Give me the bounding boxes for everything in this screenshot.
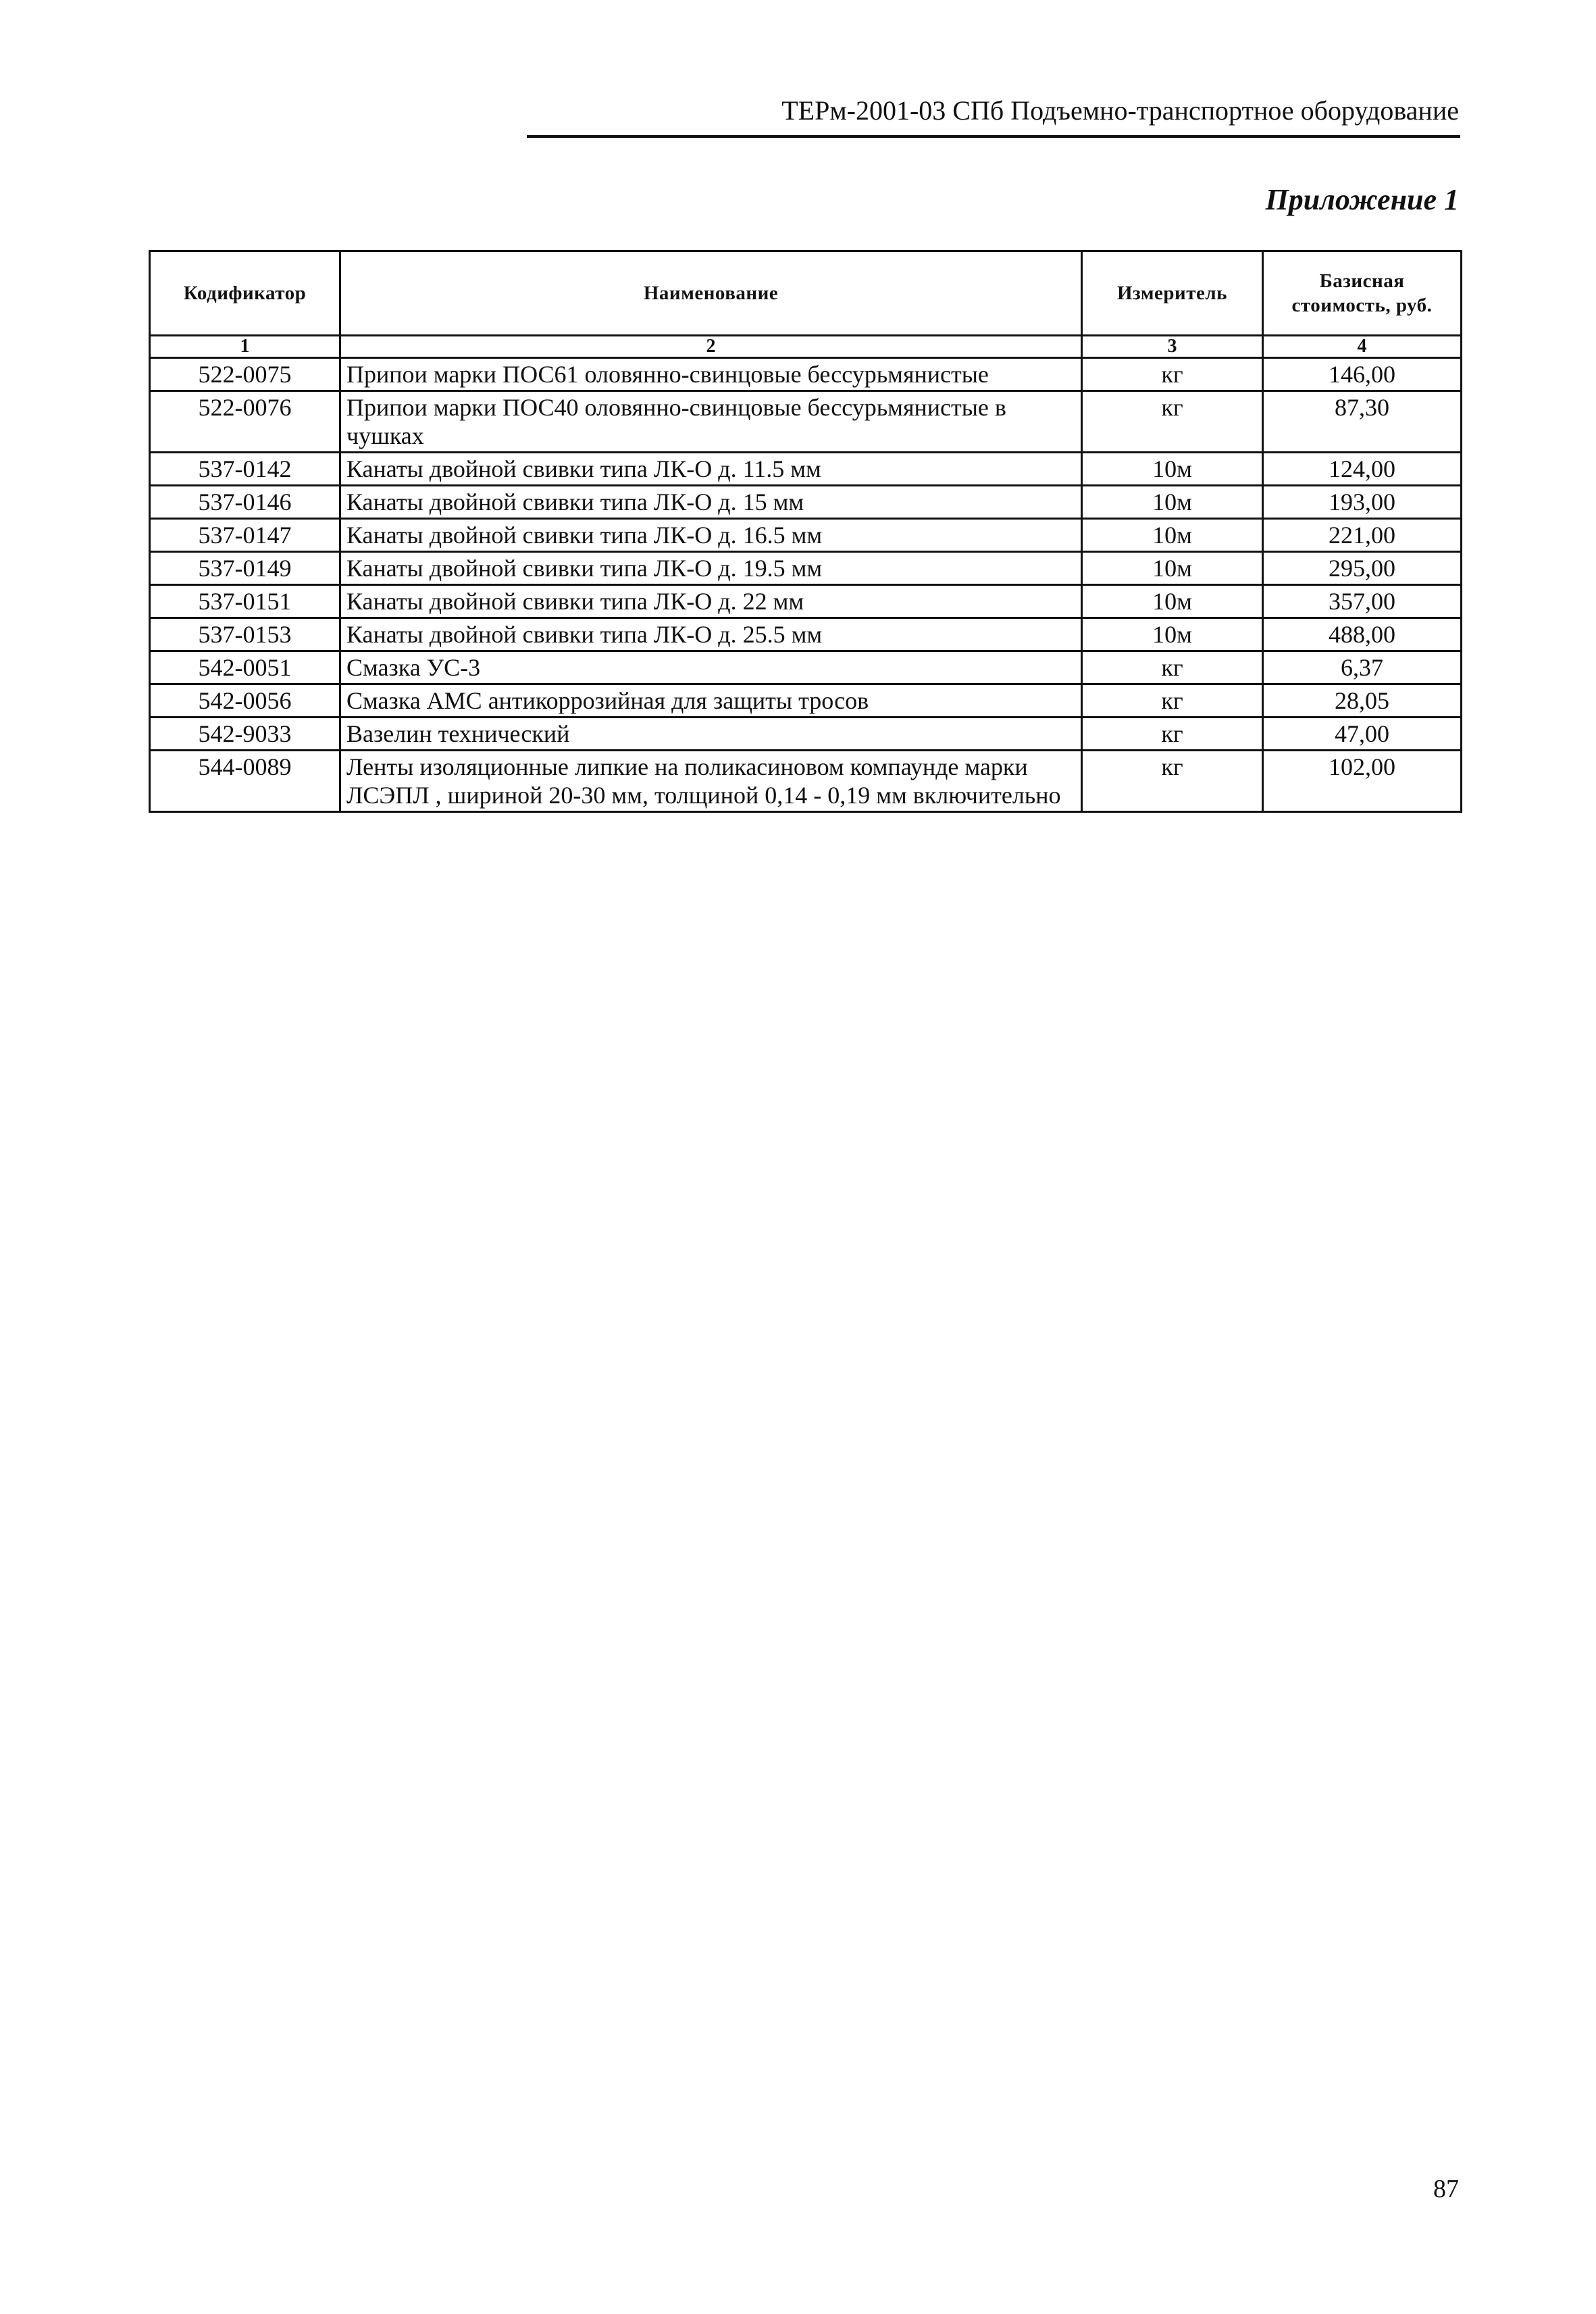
code-cell: 537-0149 (150, 552, 340, 585)
unit-cell: кг (1082, 684, 1263, 718)
table-row (150, 585, 1462, 618)
table-row (150, 552, 1462, 585)
code-cell: 537-0147 (150, 519, 340, 552)
price-table (149, 250, 1462, 813)
price-cell: 6,37 (1263, 651, 1462, 684)
table-row (150, 519, 1462, 552)
table-row (150, 358, 1462, 391)
code-cell: 522-0075 (150, 358, 340, 391)
header-rule (527, 135, 1460, 138)
code-cell: 537-0151 (150, 585, 340, 618)
price-cell: 221,00 (1263, 519, 1462, 552)
table-row (150, 718, 1462, 751)
price-cell: 488,00 (1263, 618, 1462, 651)
price-cell: 28,05 (1263, 684, 1462, 718)
price-cell: 102,00 (1263, 751, 1462, 812)
column-number: 3 (1082, 336, 1263, 358)
unit-cell: 10м (1082, 585, 1263, 618)
name-cell: Канаты двойной свивки типа ЛК-О д. 25.5 мм (340, 618, 1082, 651)
unit-cell: 10м (1082, 486, 1263, 519)
code-cell: 522-0076 (150, 391, 340, 453)
unit-cell: 10м (1082, 552, 1263, 585)
table-row (150, 618, 1462, 651)
code-cell: 542-0051 (150, 651, 340, 684)
name-cell: Смазка УС-3 (340, 651, 1082, 684)
name-cell: Смазка АМС антикоррозийная для защиты тросов (340, 684, 1082, 718)
unit-cell: 10м (1082, 453, 1263, 486)
code-cell: 537-0142 (150, 453, 340, 486)
unit-cell: кг (1082, 751, 1263, 812)
table-row (150, 486, 1462, 519)
table-row (150, 684, 1462, 718)
code-cell: 537-0146 (150, 486, 340, 519)
unit-cell: 10м (1082, 618, 1263, 651)
table-header-row (150, 251, 1462, 336)
name-cell: Ленты изоляционные липкие на поликасиновом компаунде марки ЛСЭПЛ , шириной 20-30 мм, толщиной 0,14 - 0,19 мм включительно (340, 751, 1082, 812)
code-cell: 542-9033 (150, 718, 340, 751)
name-cell: Припои марки ПОС40 оловянно-свинцовые бессурьмянистые в чушках (340, 391, 1082, 453)
table-row (150, 651, 1462, 684)
price-cell: 87,30 (1263, 391, 1462, 453)
column-header-code: Кодификатор (150, 251, 340, 336)
table-row (150, 751, 1462, 812)
price-cell: 193,00 (1263, 486, 1462, 519)
code-cell: 542-0056 (150, 684, 340, 718)
column-header-unit: Измеритель (1082, 251, 1263, 336)
table-row (150, 453, 1462, 486)
unit-cell: кг (1082, 391, 1263, 453)
name-cell: Припои марки ПОС61 оловянно-свинцовые бессурьмянистые (340, 358, 1082, 391)
appendix-label: Приложение 1 (1265, 183, 1459, 216)
table-row (150, 391, 1462, 453)
price-cell: 295,00 (1263, 552, 1462, 585)
unit-cell: 10м (1082, 519, 1263, 552)
page-number: 87 (1433, 2175, 1459, 2203)
code-cell: 537-0153 (150, 618, 340, 651)
table-body (150, 358, 1462, 812)
running-header: ТЕРм-2001-03 СПб Подъемно-транспортное оборудование (781, 95, 1459, 126)
price-cell: 124,00 (1263, 453, 1462, 486)
column-header-name: Наименование (340, 251, 1082, 336)
column-number: 2 (340, 336, 1082, 358)
code-cell: 544-0089 (150, 751, 340, 812)
price-cell: 357,00 (1263, 585, 1462, 618)
name-cell: Канаты двойной свивки типа ЛК-О д. 11.5 мм (340, 453, 1082, 486)
name-cell: Канаты двойной свивки типа ЛК-О д. 19.5 мм (340, 552, 1082, 585)
unit-cell: кг (1082, 718, 1263, 751)
unit-cell: кг (1082, 651, 1263, 684)
column-number-row (150, 336, 1462, 358)
unit-cell: кг (1082, 358, 1263, 391)
column-header-price: Базисная стоимость, руб. (1263, 251, 1462, 336)
price-cell: 146,00 (1263, 358, 1462, 391)
name-cell: Канаты двойной свивки типа ЛК-О д. 15 мм (340, 486, 1082, 519)
column-number: 1 (150, 336, 340, 358)
name-cell: Вазелин технический (340, 718, 1082, 751)
name-cell: Канаты двойной свивки типа ЛК-О д. 16.5 мм (340, 519, 1082, 552)
column-number: 4 (1263, 336, 1462, 358)
price-cell: 47,00 (1263, 718, 1462, 751)
name-cell: Канаты двойной свивки типа ЛК-О д. 22 мм (340, 585, 1082, 618)
